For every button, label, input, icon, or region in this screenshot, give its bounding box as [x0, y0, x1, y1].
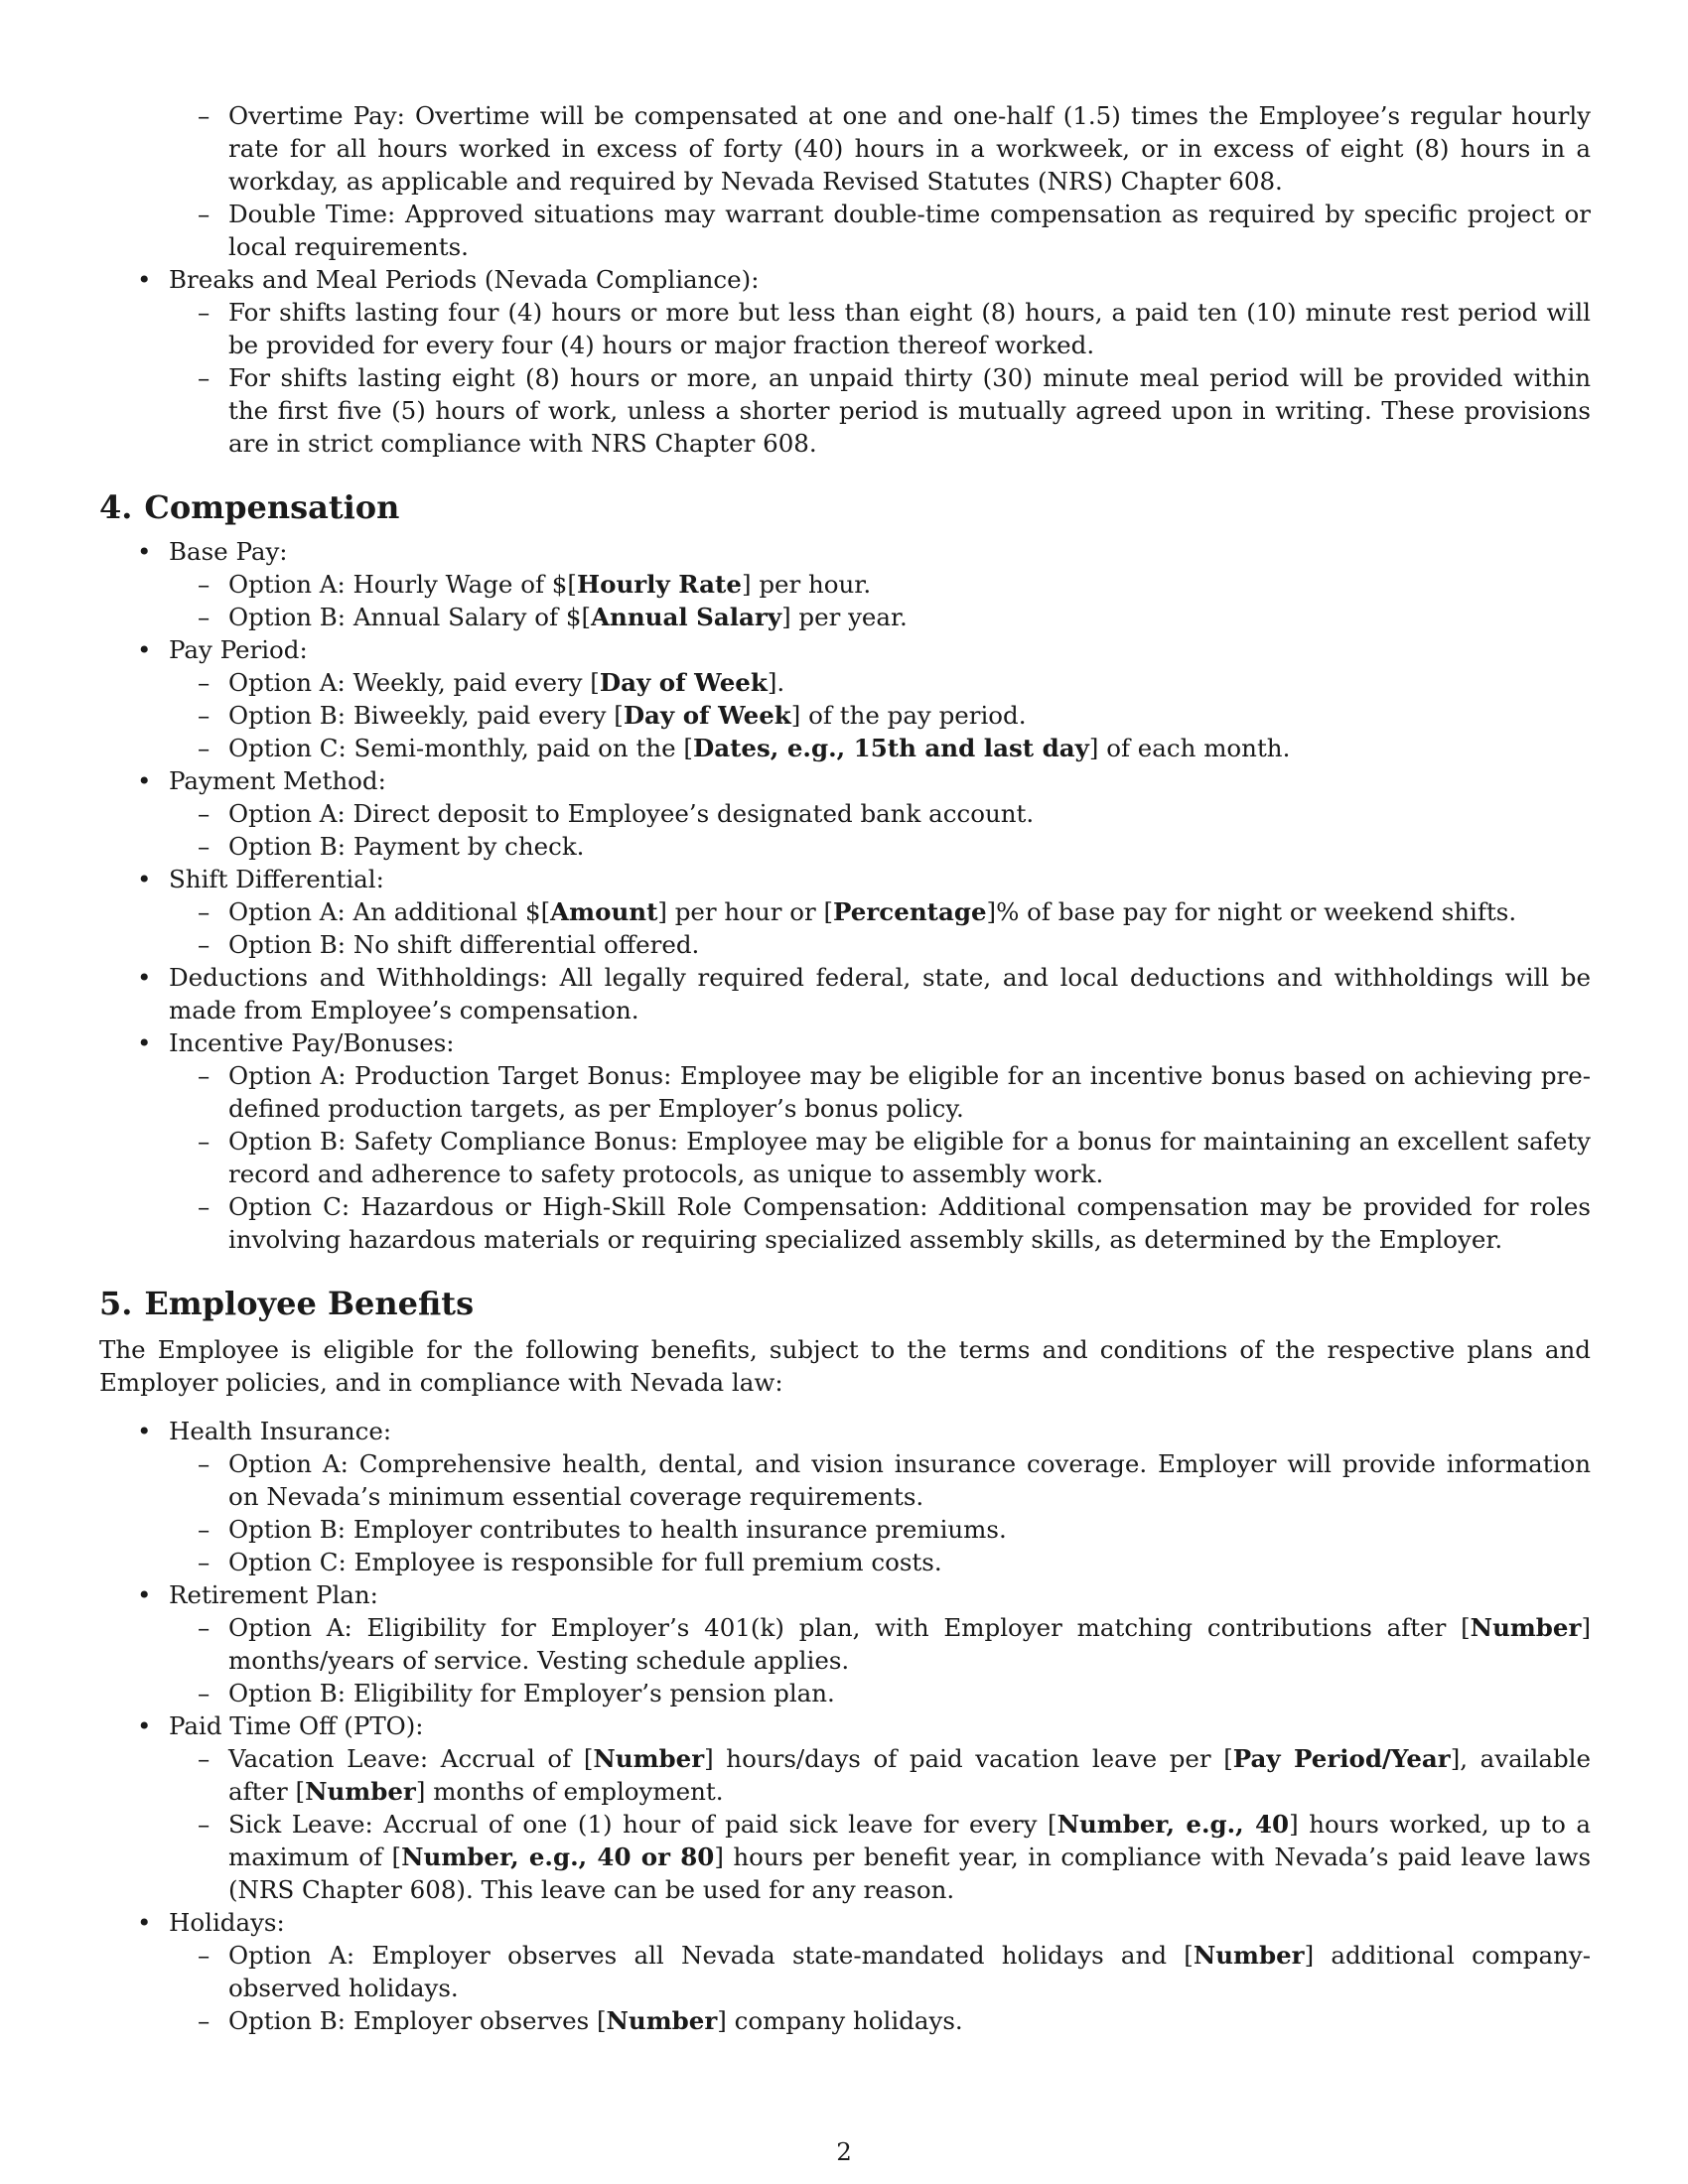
- retirement-options: [169, 1611, 1591, 1709]
- dash-marker: –: [198, 2006, 211, 2035]
- health-option-a: – Option A: Comprehensive health, dental, and vision insurance coverage. Employer will provide information on Nevada’s minimum essential coverage requirements.: [198, 1449, 1591, 1511]
- bullet-marker: •: [137, 1908, 152, 1937]
- dash-marker: –: [198, 200, 211, 228]
- dash-marker: –: [198, 298, 211, 327]
- base-pay-option-b: – Option B: Annual Salary of $[Annual Salary] per year.: [198, 603, 908, 631]
- shift-differential-item: • Shift Differential: – Option A: An additional $[Amount] per hour or [Percentage]% of base pay for night or weekend shifts. – Option B: No shift differential offered.: [99, 863, 1591, 961]
- dash-marker: –: [198, 1449, 211, 1478]
- meal-period-item: – For shifts lasting eight (8) hours or more, an unpaid thirty (30) minute meal period will be provided within the first five (5) hours of work, unless a shorter period is mutually agreed upon in writing. These provisions are in strict compliance with NRS Chapter 608.: [198, 363, 1591, 458]
- dash-marker: –: [198, 1744, 211, 1773]
- bullet-marker: •: [137, 1711, 152, 1740]
- dash-marker: –: [198, 930, 211, 959]
- holidays-option-a: – Option A: Employer observes all Nevada state-mandated holidays and [Number] additional company-observed holidays.: [198, 1941, 1591, 2002]
- dash-marker: –: [198, 668, 211, 697]
- dash-marker: –: [198, 1548, 211, 1576]
- dash-marker: –: [198, 101, 211, 130]
- rest-period-item: – For shifts lasting four (4) hours or more but less than eight (8) hours, a paid ten (10) minute rest period will be provided for every four (4) hours or major fraction thereof worked.: [198, 298, 1591, 359]
- dash-marker: –: [198, 832, 211, 861]
- dash-marker: –: [198, 1810, 211, 1839]
- incentive-option-a: – Option A: Production Target Bonus: Employee may be eligible for an incentive bonus based on achieving pre-defined production targets, as per Employer’s bonus policy.: [198, 1061, 1591, 1123]
- dash-marker: –: [198, 1613, 211, 1642]
- bullet-marker: •: [137, 1417, 152, 1445]
- dash-marker: –: [198, 1192, 211, 1221]
- breaks-item: • Breaks and Meal Periods (Nevada Compliance): – For shifts lasting four (4) hours or more but less than eight (8) hours, a paid ten (10) minute rest period will be provided for every four (4) hours or major fraction thereof worked. – For shifts lasting eight (8) hours or more, an unpaid thirty (30) minute meal period will be provided within the first five (5) hours of work, unless a shorter period is mutually agreed upon in writing. These provisions are in strict compliance with NRS Chapter 608.: [99, 263, 1591, 460]
- bullet-marker: •: [137, 963, 152, 992]
- dash-marker: –: [198, 1061, 211, 1090]
- health-option-c: – Option C: Employee is responsible for full premium costs.: [198, 1548, 942, 1576]
- bullet-marker: •: [137, 635, 152, 664]
- pay-period-option-a: – Option A: Weekly, paid every [Day of Week].: [198, 668, 785, 697]
- incentive-option-c: – Option C: Hazardous or High-Skill Role Compensation: Additional compensation may be provided for roles involving hazardous materials or requiring specialized assembly skills, as determined by the Employer.: [198, 1192, 1591, 1254]
- health-insurance-item: • Health Insurance: – Option A: Comprehensive health, dental, and vision insurance coverage. Employer will provide information on Nevada’s minimum essential coverage requirements. – Option B: Employer contributes to health insurance premiums. – Option C: Employee is responsible for full premium costs.: [99, 1415, 1591, 1578]
- health-option-b: – Option B: Employer contributes to health insurance premiums.: [198, 1515, 1007, 1544]
- sick-leave-item: – Sick Leave: Accrual of one (1) hour of paid sick leave for every [Number, e.g., 40] hours worked, up to a maximum of [Number, e.g., 40 or 80] hours per benefit year, in compliance with Nevada’s paid leave laws (NRS Chapter 608). This leave can be used for any reason.: [198, 1810, 1592, 1904]
- benefits-intro: The Employee is eligible for the following benefits, subject to the terms and conditions of the respective plans and Employer policies, and in compliance with Nevada law:: [99, 1335, 1591, 1397]
- dash-marker: –: [198, 701, 211, 730]
- section-4-heading: 4. Compensation: [99, 488, 400, 526]
- bullet-marker: •: [137, 766, 152, 795]
- retirement-option-a: – Option A: Eligibility for Employer’s 401(k) plan, with Employer matching contributions after [Number] months/years of service. Vesting schedule applies.: [198, 1613, 1591, 1675]
- retirement-option-b: – Option B: Eligibility for Employer’s pension plan.: [198, 1679, 835, 1707]
- base-pay-option-a: – Option A: Hourly Wage of $[Hourly Rate] per hour.: [198, 570, 872, 599]
- retirement-item: • Retirement Plan: – Option A: Eligibility for Employer’s 401(k) plan, with Employer matching contributions after [Number] months/years of service. Vesting schedule applies. – Option B: Eligibility for Employer’s pension plan.: [99, 1578, 1591, 1709]
- page-number: 2: [836, 2137, 852, 2166]
- bullet-marker: •: [137, 1580, 152, 1609]
- payment-method-option-a: – Option A: Direct deposit to Employee’s designated bank account.: [198, 799, 1035, 828]
- dash-marker: –: [198, 799, 211, 828]
- bullet-marker: •: [137, 865, 152, 893]
- pay-period-option-b: – Option B: Biweekly, paid every [Day of Week] of the pay period.: [198, 701, 1027, 730]
- payment-method-option-b: – Option B: Payment by check.: [198, 832, 585, 861]
- holidays-option-b: – Option B: Employer observes [Number] company holidays.: [198, 2006, 963, 2035]
- holidays-options: [169, 1939, 1591, 2037]
- holidays-item: • Holidays: – Option A: Employer observes all Nevada state-mandated holidays and [Number] additional company-observed holidays. – Option B: Employer observes [Number] company holidays.: [99, 1906, 1591, 2037]
- dash-marker: –: [198, 1515, 211, 1544]
- compensation-list: [99, 535, 1591, 1256]
- health-options: [169, 1447, 1591, 1578]
- section-5-heading: 5. Employee Benefits: [99, 1285, 475, 1322]
- shift-differential-option-a: – Option A: An additional $[Amount] per hour or [Percentage]% of base pay for night or weekend shifts.: [198, 897, 1517, 926]
- shift-differential-options: [169, 895, 1591, 961]
- dash-marker: –: [198, 1127, 211, 1156]
- payment-method-options: [169, 797, 1591, 863]
- benefits-list: [99, 1415, 1591, 2037]
- pto-options: [169, 1742, 1591, 1906]
- pay-period-option-c: – Option C: Semi-monthly, paid on the [Dates, e.g., 15th and last day] of each month.: [198, 734, 1291, 762]
- incentive-options: [169, 1059, 1591, 1256]
- dash-marker: –: [198, 1941, 211, 1970]
- incentive-option-b: – Option B: Safety Compliance Bonus: Employee may be eligible for a bonus for maintaining an excellent safety record and adherence to safety protocols, as unique to assembly work.: [198, 1127, 1591, 1188]
- double-time-item: – Double Time: Approved situations may warrant double-time compensation as required by specific project or local requirements.: [198, 200, 1591, 261]
- pto-item: • Paid Time Off (PTO): – Vacation Leave: Accrual of [Number] hours/days of paid vacation leave per [Pay Period/Year], available after [Number] months of employment. – Sick Leave: Accrual of one (1) hour of paid sick leave for every [Number, e.g., 40] hours worked, up to a maximum of [Number, e.g., 40 or 80] hours per benefit year, in compliance with Nevada’s paid leave laws (NRS Chapter 608). This leave can be used for any reason.: [99, 1709, 1591, 1906]
- breaks-sublist: [169, 296, 1591, 460]
- base-pay-item: • Base Pay: – Option A: Hourly Wage of $[Hourly Rate] per hour. – Option B: Annual Salary of $[Annual Salary] per year.: [99, 535, 1591, 633]
- base-pay-options: [169, 568, 1591, 633]
- dash-marker: –: [198, 1679, 211, 1707]
- shift-differential-option-b: – Option B: No shift differential offered.: [198, 930, 700, 959]
- pay-period-item: • Pay Period: – Option A: Weekly, paid every [Day of Week]. – Option B: Biweekly, paid every [Day of Week] of the pay period. – Option C: Semi-monthly, paid on the [Dates, e.g., 15th and last day] of each month.: [99, 633, 1591, 764]
- payment-method-item: • Payment Method: – Option A: Direct deposit to Employee’s designated bank account. – Option B: Payment by check.: [99, 764, 1591, 863]
- vacation-leave-item: – Vacation Leave: Accrual of [Number] hours/days of paid vacation leave per [Pay Period/Year], available after [Number] months of employment.: [198, 1744, 1591, 1806]
- list-item: [99, 99, 1591, 263]
- bullet-marker: •: [137, 537, 152, 566]
- incentive-item: • Incentive Pay/Bonuses: – Option A: Production Target Bonus: Employee may be eligible for an incentive bonus based on achieving pre-defined production targets, as per Employer’s bonus policy. – Option B: Safety Compliance Bonus: Employee may be eligible for a bonus for maintaining an excellent safety record and adherence to safety protocols, as unique to assembly work. – Option C: Hazardous or High-Skill Role Compensation: Additional compensation may be provided for roles involving hazardous materials or requiring specialized assembly skills, as determined by the Employer.: [99, 1026, 1591, 1256]
- dash-marker: –: [198, 363, 211, 392]
- dash-marker: –: [198, 570, 211, 599]
- overtime-sublist: [169, 99, 1591, 263]
- bullet-marker: •: [137, 265, 152, 294]
- dash-marker: –: [198, 897, 211, 926]
- pay-period-options: [169, 666, 1591, 764]
- page-content: [99, 99, 1591, 2037]
- deductions-item: • Deductions and Withholdings: All legally required federal, state, and local deductions and withholdings will be made from Employee’s compensation.: [137, 963, 1591, 1024]
- dash-marker: –: [198, 603, 211, 631]
- continued-list: [99, 99, 1591, 460]
- bullet-marker: •: [137, 1028, 152, 1057]
- dash-marker: –: [198, 734, 211, 762]
- overtime-pay-item: – Overtime Pay: Overtime will be compensated at one and one-half (1.5) times the Employee’s regular hourly rate for all hours worked in excess of forty (40) hours in a workweek, or in excess of eight (8) hours in a workday, as applicable and required by Nevada Revised Statutes (NRS) Chapter 608.: [198, 101, 1591, 196]
